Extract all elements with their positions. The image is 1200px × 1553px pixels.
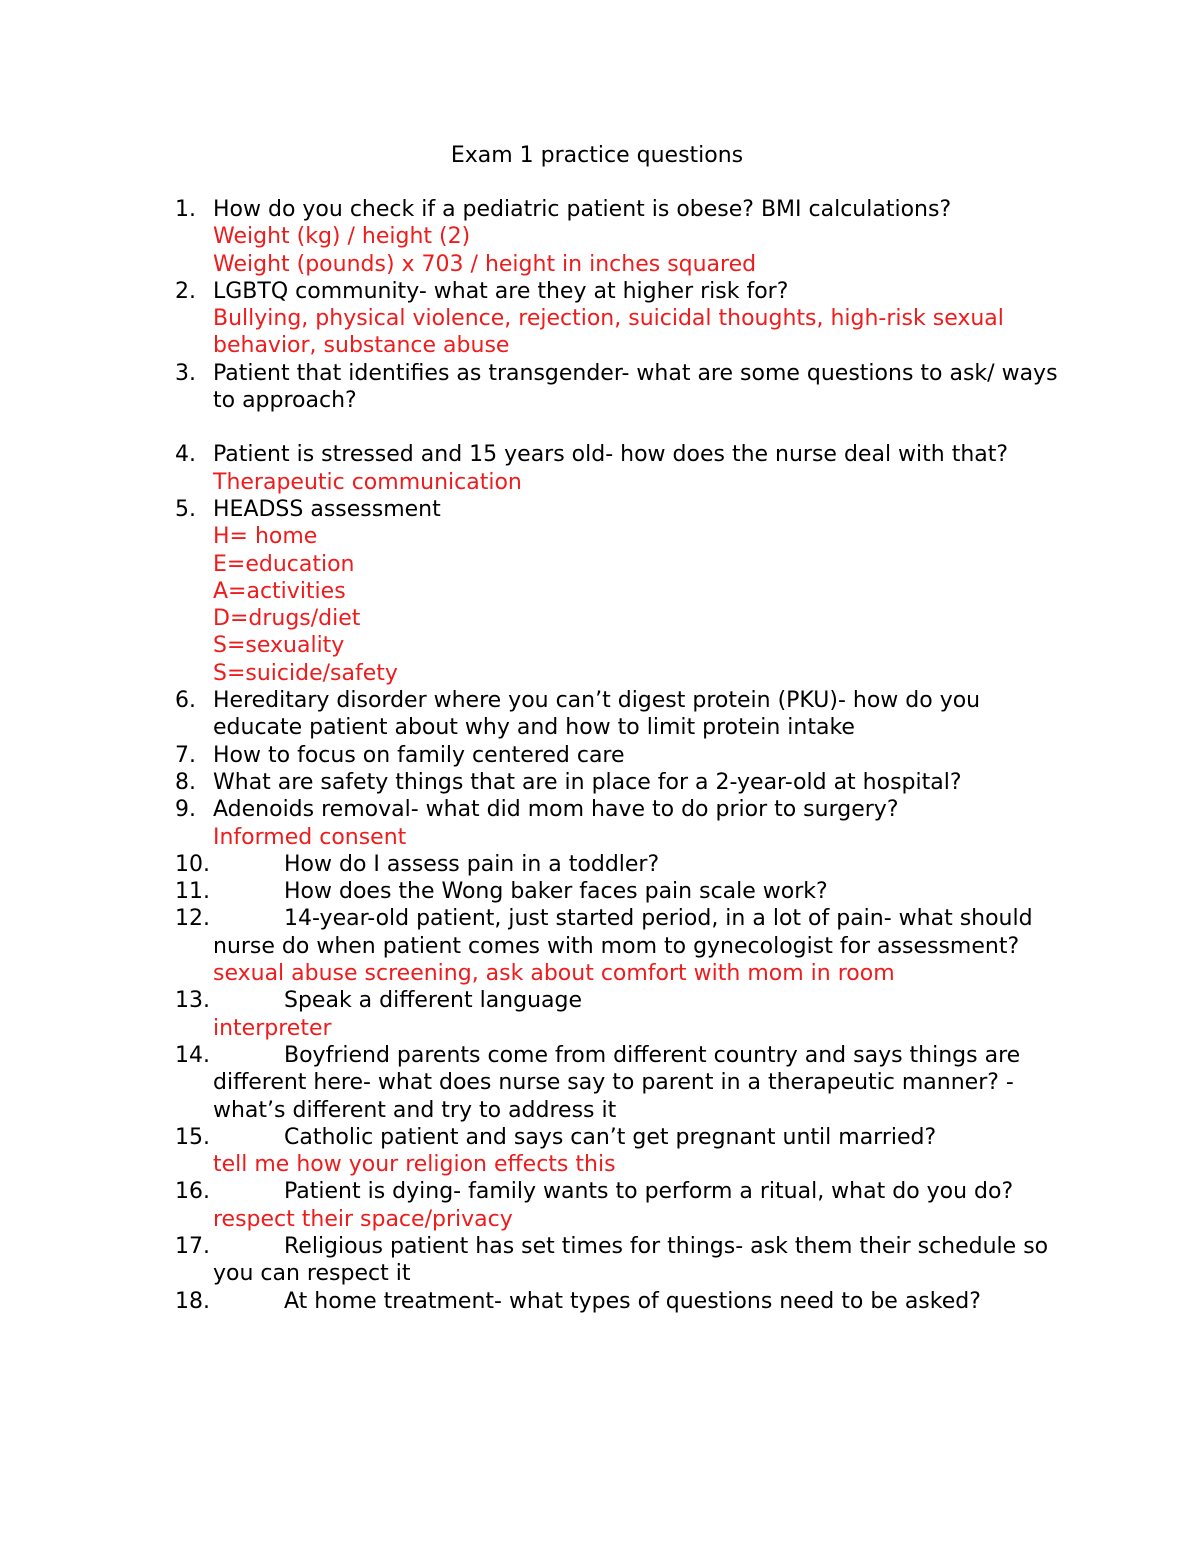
list-item (175, 1178, 1075, 1233)
list-item (175, 987, 1075, 1042)
list-item (175, 1288, 1075, 1315)
item-number: 18. (175, 1288, 210, 1314)
question-text: Speak a different language (284, 988, 583, 1014)
list-item (175, 360, 1075, 442)
list-item (175, 1124, 1075, 1179)
item-number: 11. (175, 879, 210, 905)
question-text: How does the Wong baker faces pain scale work? (284, 879, 828, 905)
answer-text: Therapeutic communication (213, 469, 522, 495)
list-item (175, 1233, 1075, 1288)
answer-text: tell me how your religion effects this (213, 1152, 616, 1178)
question-text: Religious patient has set times for things- ask them their schedule so you can respect it (213, 1233, 1049, 1287)
answer-text: interpreter (213, 1015, 332, 1041)
question-list (175, 196, 1075, 1315)
list-item (175, 441, 1075, 496)
answer-text: D=drugs/diet (213, 606, 361, 632)
item-number: 14. (175, 1042, 210, 1068)
item-number: 13. (175, 988, 210, 1014)
question-text: Hereditary disorder where you can’t digest protein (PKU)- how do you educate patient about why and how to limit protein intake (213, 688, 981, 741)
question-text: LGBTQ community- what are they at higher risk for? (213, 278, 789, 304)
question-text: Patient that identifies as transgender- what are some questions to ask/ ways to approach? (213, 360, 1058, 414)
answer-text: Weight (pounds) x 703 / height in inches squared (213, 251, 757, 277)
list-item (175, 687, 1075, 742)
item-number: 8. (175, 769, 196, 795)
answer-text: E=education (213, 551, 355, 577)
answer-text: sexual abuse screening, ask about comfort with mom in room (213, 961, 895, 987)
question-text: Patient is stressed and 15 years old- how does the nurse deal with that? (213, 442, 1009, 468)
blank-line (213, 414, 1075, 441)
item-number: 4. (175, 442, 196, 468)
page-title: Exam 1 practice questions (450, 143, 744, 168)
answer-text: Informed consent (213, 824, 407, 850)
question-text: What are safety things that are in place for a 2-year-old at hospital? (213, 769, 962, 795)
list-item (175, 796, 1075, 851)
question-text: Patient is dying- family wants to perform a ritual, what do you do? (284, 1179, 1014, 1205)
answer-text: Weight (kg) / height (2) (213, 224, 471, 250)
list-item (175, 905, 1075, 987)
list-item (175, 1042, 1075, 1124)
list-item (175, 742, 1075, 769)
item-number: 12. (175, 906, 210, 932)
list-item (175, 769, 1075, 796)
item-number: 17. (175, 1233, 210, 1259)
item-number: 1. (175, 197, 196, 222)
question-text: Catholic patient and says can’t get pregnant until married? (284, 1124, 937, 1150)
answer-text: H= home (213, 524, 318, 550)
item-number: 5. (175, 496, 196, 522)
list-item (175, 278, 1075, 360)
list-item (175, 851, 1075, 878)
question-text: Boyfriend parents come from different country and says things are different here- what does nurse say to parent in a therapeutic manner? -what’s different and try to address it (213, 1042, 1021, 1123)
question-text: How do you check if a pediatric patient is obese? BMI calculations? (213, 197, 952, 222)
answer-text: S=sexuality (213, 633, 345, 659)
list-item (175, 496, 1075, 687)
question-text: How do I assess pain in a toddler? (284, 851, 660, 877)
list-item (175, 196, 1075, 278)
item-number: 15. (175, 1124, 210, 1150)
item-number: 3. (175, 360, 196, 386)
answer-text: S=suicide/safety (213, 660, 398, 686)
question-text: HEADSS assessment (213, 496, 441, 522)
question-text: At home treatment- what types of questions need to be asked? (284, 1288, 981, 1314)
item-number: 10. (175, 851, 210, 877)
question-text: Adenoids removal- what did mom have to do prior to surgery? (213, 797, 899, 823)
answer-text: Bullying, physical violence, rejection, suicidal thoughts, high-risk sexual behavior, substance abuse (213, 306, 1004, 359)
question-text: 14-year-old patient, just started period, in a lot of pain- what should nurse do when patient comes with mom to gynecologist for assessment? (213, 906, 1033, 959)
answer-text: respect their space/privacy (213, 1206, 513, 1232)
list-item (175, 878, 1075, 905)
answer-text: A=activities (213, 578, 346, 604)
item-number: 9. (175, 797, 196, 823)
item-number: 6. (175, 688, 196, 714)
item-number: 2. (175, 278, 196, 304)
item-number: 16. (175, 1179, 210, 1205)
item-number: 7. (175, 742, 196, 768)
question-text: How to focus on family centered care (213, 742, 625, 768)
